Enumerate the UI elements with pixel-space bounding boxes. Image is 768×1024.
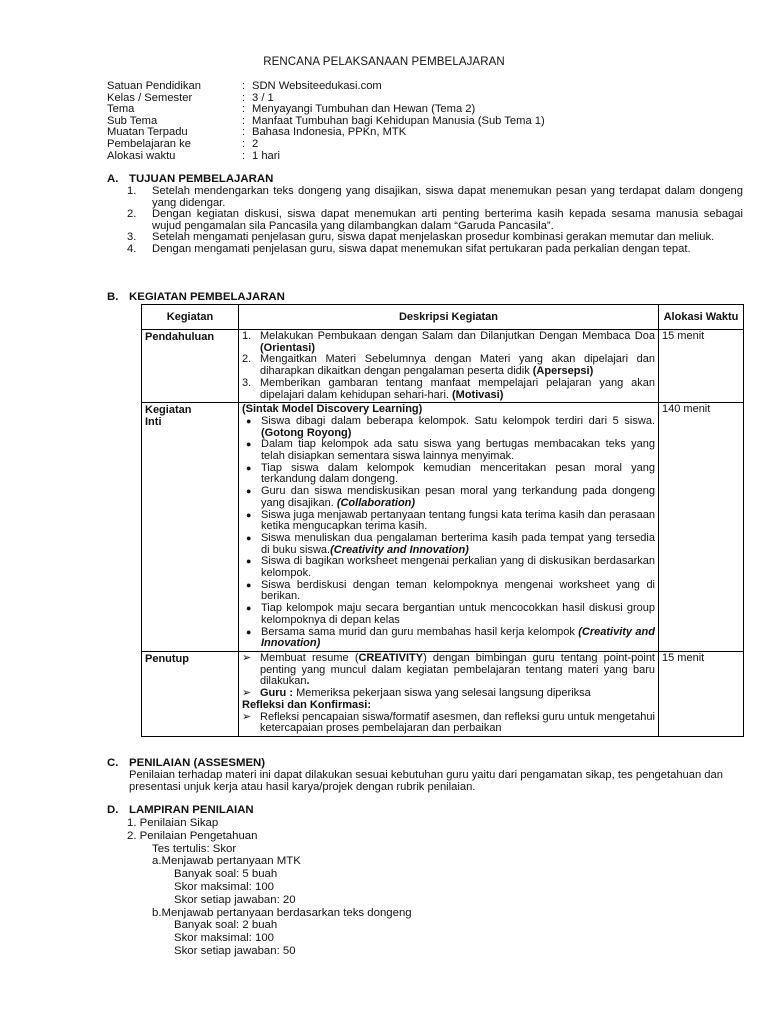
list-item: 1. Setelah mendengarkan teks dongeng yang disajikan, siswa dapat menemukan pesan yang terdapat dalam dongeng yang didengar. [127,185,743,209]
meta-row: Kelas / Semester : 3 / 1 [107,91,274,104]
list-item: Banyak soal: 5 buah [174,868,278,881]
meta-value: 3 / 1 [252,91,274,104]
list-item: 1. Penilaian Sikap [127,817,219,829]
meta-row: Muatan Terpadu : Bahasa Indonesia, PPKn, MTK [107,126,407,139]
meta-value: Manfaat Tumbuhan bagi Kehidupan Manusia (Sub Tema 1) [252,114,545,127]
meta-key: Pembelajaran ke [107,137,191,150]
list-item: ➢ Refleksi pencapaian siswa/formatif asesmen, dan refleksi guru untuk mengetahui ketercapaian proses pembelajaran dan perbaikan [242,710,655,735]
list-item: ● Guru dan siswa mendiskusikan pesan moral yang terkandung pada dongeng yang disajikan. (Collaboration) [246,485,655,509]
identity-block [107,81,545,162]
row-label-penutup: Penutup [142,651,239,736]
meta-value: 1 hari [252,149,280,162]
header-alokasi: Alokasi Waktu [659,305,744,330]
section-a-heading: A. TUJUAN PEMBELAJARAN [107,173,274,185]
meta-key: Kelas / Semester [107,91,193,104]
header-kegiatan: Kegiatan [142,305,239,330]
refleksi-heading: Refleksi dan Konfirmasi: [242,698,371,711]
list-item: Skor setiap jawaban: 20 [174,893,296,906]
meta-value: Menyayangi Tumbuhan dan Hewan (Tema 2) [252,103,476,116]
penutup-steps [239,651,659,736]
row-label-inti: Kegiatan Inti [142,403,239,652]
section-b-heading: B. KEGIATAN PEMBELAJARAN [107,291,285,303]
list-item: Skor maksimal: 100 [174,880,275,893]
list-item: ➢ Membuat resume (CREATIVITY) dengan bimbingan guru tentang point-point penting yang muncul dalam kegiatan pembelajaran tentang materi yang baru dilakukan. [242,651,655,688]
list-item: ● Siswa juga menjawab pertanyaan tentang fungsi kata terima kasih dan perasaan ketika mengucapkan terima kasih. [246,508,655,533]
meta-row: Sub Tema : Manfaat Tumbuhan bagi Kehidupan Manusia (Sub Tema 1) [107,114,545,127]
arrow-icon: ➢ [242,710,252,723]
meta-value: SDN Websiteedukasi.com [252,80,382,92]
arrow-icon: ➢ [242,687,252,700]
meta-value: Bahasa Indonesia, PPKn, MTK [252,126,407,139]
list-item: ➢ Guru : Memeriksa pekerjaan siswa yang selesai langsung diperiksa [242,687,591,700]
list-item: Tes tertulis: Skor [152,842,237,855]
list-item: ● Tiap siswa dalam kelompok kemudian menceritakan pesan moral yang terkandung dalam dongeng. [246,461,655,486]
meta-row: Alokasi waktu : 1 hari [107,149,280,162]
meta-key: Satuan Pendidikan [107,80,201,92]
time-penutup: 15 menit [659,651,744,736]
table-row [142,330,744,403]
list-item: Skor maksimal: 100 [174,932,275,945]
time-inti: 140 menit [659,403,744,652]
list-item: 3. Setelah mengamati penjelasan guru, siswa dapat menjelaskan prosedur kombinasi gerakan memutar dan meliuk. [127,231,715,244]
list-item: Banyak soal: 2 buah [174,919,278,932]
pendahuluan-steps [239,330,659,403]
table-header-row [142,305,744,330]
list-item: b.Menjawab pertanyaan berdasarkan teks dongeng [152,906,412,919]
assessment-text: Penilaian terhadap materi ini dapat dilakukan sesuai kebutuhan guru yaitu dari pengamatan sikap, tes pengetahuan dan presentasi unjuk kerja atau hasil karya/projek dengan rubrik penilaian. [129,769,723,793]
objectives-list [127,186,743,256]
list-item: 2. Mengaitkan Materi Sebelumnya dengan Materi yang akan dipelajari dan diharapkan dikaitkan dengan pengalaman peserta didik (Apersepsi) [242,353,655,378]
list-item: ● Siswa menuliskan dua pengalaman berterima kasih pada tempat yang tersedia di buku siswa.(Creativity and Innovation) [246,531,655,556]
header-deskripsi: Deskripsi Kegiatan [239,305,659,330]
list-item: ● Siswa berdiskusi dengan teman kelompoknya mengenai worksheet yang di berikan. [246,578,655,603]
table-row [142,403,744,652]
list-item: ● Bersama sama murid dan guru membahas hasil kerja kelompok (Creativity and Innovation) [246,625,655,650]
sintak-heading: (Sintak Model Discovery Learning) [242,403,423,416]
list-item: 2. Dengan kegiatan diskusi, siswa dapat menemukan arti penting berterima kasih kepada sesama manusia sebagai wujud pengamalan sila Pancasila yang dilambangkan dalam “Garuda Pancasila”. [127,208,743,232]
meta-row: Satuan Pendidikan : SDN Websiteedukasi.com [107,80,382,92]
list-item: ● Siswa dibagi dalam beberapa kelompok. Satu kelompok terdiri dari 5 siswa. (Gotong Royong) [246,414,655,439]
meta-value: 2 [252,137,259,150]
appendix-list [127,817,412,958]
list-item: 2. Penilaian Pengetahuan [127,829,258,842]
document-title: RENCANA PELAKSANAAN PEMBELAJARAN [263,56,505,68]
time-pendahuluan: 15 menit [659,330,744,403]
list-item: 3. Memberikan gambaran tentang manfaat mempelajari pelajaran yang akan dipelajari dalam kehidupan sehari-hari. (Motivasi) [242,376,655,401]
meta-row: Tema : Menyayangi Tumbuhan dan Hewan (Tema 2) [107,103,476,116]
list-item: 4. Dengan mengamati penjelasan guru, siswa dapat menemukan sifat pertukaran pada perkalian dengan tepat. [127,242,691,255]
list-item: ● Dalam tiap kelompok ada satu siswa yang bertugas membacakan teks yang telah disiapkan sementara siswa lainnya menyimak. [246,438,655,463]
meta-key: Tema [107,103,135,116]
section-c-heading: C. PENILAIAN (ASSESMEN) [107,757,266,769]
list-item: 1. Melakukan Pembukaan dengan Salam dan Dilanjutkan Dengan Membaca Doa (Orientasi) [242,330,655,354]
section-d-heading: D. LAMPIRAN PENILAIAN [107,804,254,816]
activities-table [141,304,744,737]
row-label-pendahuluan: Pendahuluan [142,330,239,403]
arrow-icon: ➢ [242,651,252,664]
inti-steps [239,403,659,652]
meta-key: Alokasi waktu [107,149,176,162]
list-item: Skor setiap jawaban: 50 [174,944,296,957]
list-item: ● Tiap kelompok maju secara bergantian untuk mencocokkan hasil diskusi group kelompoknya di depan kelas [246,602,655,626]
list-item: ● Siswa di bagikan worksheet mengenai perkalian yang di diskusikan berdasarkan kelompok. [246,555,655,580]
list-item: a.Menjawab pertanyaan MTK [152,855,301,868]
table-row [142,651,744,736]
meta-key: Muatan Terpadu [107,126,188,139]
meta-row: Pembelajaran ke : 2 [107,137,259,150]
meta-key: Sub Tema [107,114,158,127]
